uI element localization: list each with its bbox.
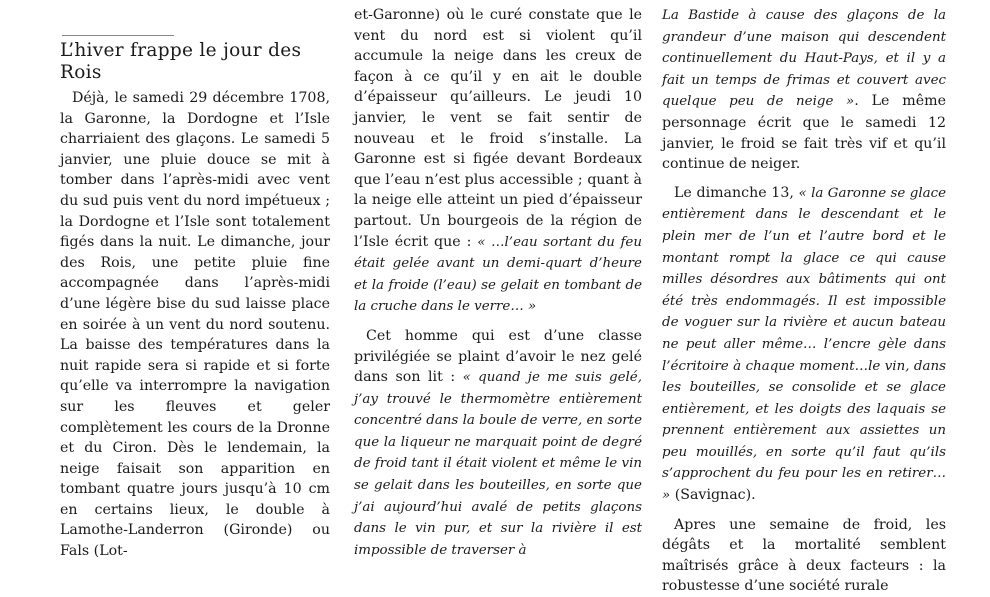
column-2-body: [354, 5, 642, 561]
column-3: [662, 0, 947, 595]
paragraph-text: . Le même personnage écrit que le samedi 12 janvier, le froid se fait très vif et qu’il continue de neiger.: [662, 93, 947, 173]
paragraph-text: Le dimanche 13,: [674, 184, 799, 201]
article-heading: L’hiver frappe le jour des Rois: [60, 40, 302, 83]
paragraph: [354, 326, 642, 562]
column-2: [354, 0, 642, 558]
paragraph: [662, 183, 946, 507]
column-3-body: [662, 5, 946, 597]
paragraph: [662, 5, 946, 175]
quotation: « quand je me suis gelé, j’ay trouvé le thermomètre entièrement concentré dans la boule de verre, en sorte que la liqueur ne marquait point de degré de froid tant il était violent et même le vin se gelait dans les bouteilles, en sorte que j’ai aujourd’hui avalé de petits glaçons dans le vin pur, et sur la rivière il est impossible de traverser à: [354, 370, 642, 558]
paragraph: [354, 5, 642, 318]
paragraph: Déjà, le samedi 29 décembre 1708, la Garonne, la Dordogne et l’Isle charriaient des glaçons. Le samedi 5 janvier, une pluie douce se mit à tomber dans l’après-midi avec vent du sud puis vent du nord impétueux ; la Dordogne et l’Isle sont totalement figés dans la nuit. Le dimanche, jour des Rois, une petite pluie fine accompagnée dans l’après-midi d’une légère bise du sud laisse place en soirée à un vent du nord soutenu. La baisse des températures dans la nuit rapide sera si rapide et si forte qu’elle va interrompre la navigation sur les fleuves et geler complètement les cours de la Dronne et du Ciron. Dès le lendemain, la neige faisait son apparition en tombant quatre jours jusqu’à 10 cm en certains lieux, le double à Lamothe-Landerron (Gironde) ou Fals (Lot-: [60, 90, 330, 560]
paragraph-text: et-Garonne) où le curé constate que le vent du nord est si violent qu’il accumule la neige dans les creux de façon à ce qu’il y en ait le double d’épaisseur qu’ailleurs. Le jeudi 10 janvier, le vent se fait sentir de nouveau et le froid s’installe. La Garonne est si figée devant Bordeaux que l’eau n’est plus accessible ; quant à la neige elle atteint un pied d’épaisseur partout. Un bourgeois de la région de l’Isle écrit que :: [354, 7, 642, 250]
paragraph: Apres une semaine de froid, les dégâts et la mortalité semblent maîtrisés grâce à deux facteurs : la robustesse d’une société rurale: [662, 516, 946, 595]
quotation: La Bastide à cause des glaçons de la grandeur d’une maison qui descendent continuellement du Haut-Pays, et il y a fait un temps de frimas et couvert avec quelque peu de neige »: [662, 8, 946, 110]
quotation: « la Garonne se glace entièrement dans le descendant et le plein mer de l’un et l’autre bord et le montant rompt la glace ce qui cause milles désordres aux bâtiments qui ont été très endommagés. Il est impossible de voguer sur la rivière et aucun bateau ne peut aller même… l’encre gèle dans l’écritoire à chaque moment…le vin, dans les bouteilles, se consolide et se glace entièrement, et les doigts des laquais se prennent entièrement aux assiettes un peu mouillés, en sorte qu’il faut qu’ils s’approchent du feu pour les en retirer… »: [662, 185, 947, 504]
quotation: « …l’eau sortant du feu était gelée avant un demi-quart d’heure et la froide (l’eau) se gelait en tombant de la cruche dans le verre… »: [354, 234, 642, 315]
citation: (Savignac).: [670, 487, 756, 504]
paragraph-text: Cet homme qui est d’une classe privilégiée se plaint d’avoir le nez gelé dans son lit :: [354, 327, 642, 386]
column-1-body: [60, 88, 330, 562]
column-1: [48, 0, 330, 560]
